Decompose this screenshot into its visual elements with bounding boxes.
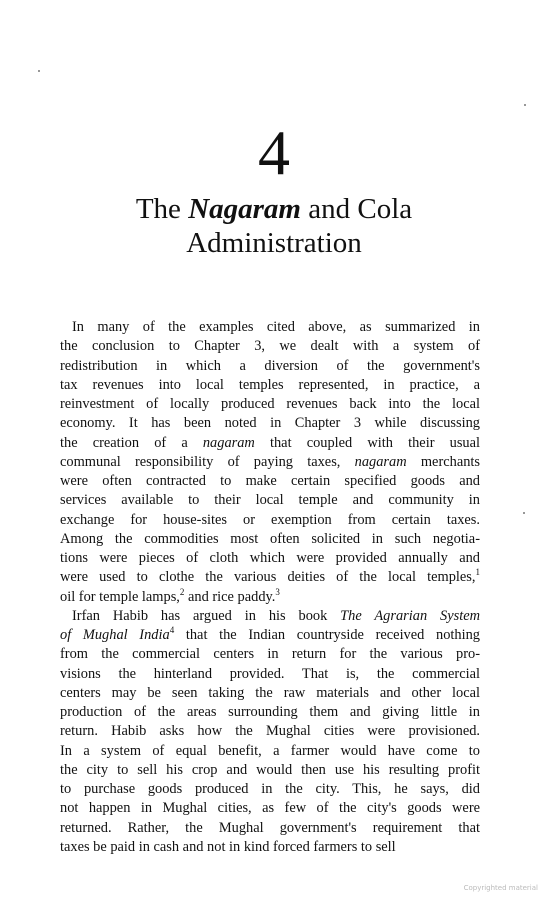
text-line — [60, 434, 480, 453]
chapter-title-pre: The — [135, 193, 189, 225]
text-line: services available to their local temple and community in — [60, 492, 480, 509]
body-text — [60, 318, 480, 857]
text-seg: and rice paddy. — [184, 588, 276, 605]
text-line: exchange for house-sites or exemption from certain taxes. — [60, 511, 480, 528]
text-seg: were used to clothe the various deities of the local temples, — [60, 569, 476, 586]
text-line — [60, 626, 480, 645]
term-nagaram: nagaram — [202, 434, 255, 451]
text-line — [60, 588, 480, 607]
text-seg: that coupled with their usual — [254, 434, 481, 451]
text-line: returned. Rather, the Mughal government's requirement that — [60, 819, 480, 836]
text-line: visions the hinterland provided. That is, the commercial — [60, 665, 480, 682]
text-line: not happen in Mughal cities, as few of the city's goods were — [60, 800, 480, 817]
chapter-title-post: and Cola — [300, 193, 413, 225]
text-line: from the commercial centers in return for the various pro- — [60, 646, 480, 663]
chapter-title-line2: Administration — [186, 227, 362, 259]
text-line: In a system of equal benefit, a farmer would have come to — [60, 742, 480, 759]
text-line: were often contracted to make certain specified goods and — [60, 473, 480, 489]
footnote-mark: 3 — [275, 586, 280, 597]
footnote-mark: 1 — [475, 567, 480, 578]
text-seg: that the Indian countryside received nothing — [174, 627, 480, 643]
text-seg: Irfan Habib has argued in his book — [72, 607, 341, 624]
text-line: production of the areas surrounding them and giving little in — [60, 704, 480, 720]
footnote-mark: 4 — [169, 625, 175, 636]
text-line: return. Habib asks how the Mughal cities were provisioned. — [60, 723, 480, 740]
text-line: centers may be seen taking the raw materials and other local — [60, 684, 480, 701]
text-line: tions were pieces of cloth which were provided annually and — [60, 550, 480, 566]
text-line: the conclusion to Chapter 3, we dealt with a system of — [60, 338, 480, 355]
scan-speck — [523, 512, 525, 514]
text-line — [60, 453, 480, 472]
text-seg: merchants — [406, 453, 481, 470]
text-line: to purchase goods produced in the city. This, he says, did — [60, 781, 480, 797]
text-line: tax revenues into local temples represented, in practice, a — [60, 376, 480, 393]
scan-speck — [38, 70, 40, 72]
scan-speck — [524, 104, 526, 106]
text-line — [60, 568, 480, 587]
text-line: reinvestment of locally produced revenues back into the local — [60, 396, 480, 412]
text-seg: oil for temple lamps, — [60, 588, 180, 605]
chapter-title-italic: Nagaram — [188, 193, 301, 225]
footnote-mark: 2 — [179, 586, 185, 597]
chapter-title — [0, 192, 548, 260]
text-line: Among the commodities most often solicited in such negotia- — [60, 530, 480, 547]
book-title: of Mughal India — [60, 627, 170, 643]
text-seg: the creation of a — [60, 434, 203, 451]
text-line: the city to sell his crop and would then use his resulting profit — [60, 761, 480, 778]
text-line: In many of the examples cited above, as summarized in — [72, 319, 480, 335]
text-seg: communal responsibility of paying taxes, — [60, 453, 355, 470]
text-line: taxes be paid in cash and not in kind forced farmers to sell — [60, 838, 396, 855]
watermark: Copyrighted material — [463, 884, 538, 892]
term-nagaram: nagaram — [354, 453, 407, 470]
text-line — [60, 607, 480, 626]
book-title: The Agrarian System — [340, 607, 480, 624]
text-line: redistribution in which a diversion of the government's — [60, 357, 480, 374]
text-line: economy. It has been noted in Chapter 3 while discussing — [60, 415, 480, 432]
chapter-number: 4 — [258, 117, 290, 188]
